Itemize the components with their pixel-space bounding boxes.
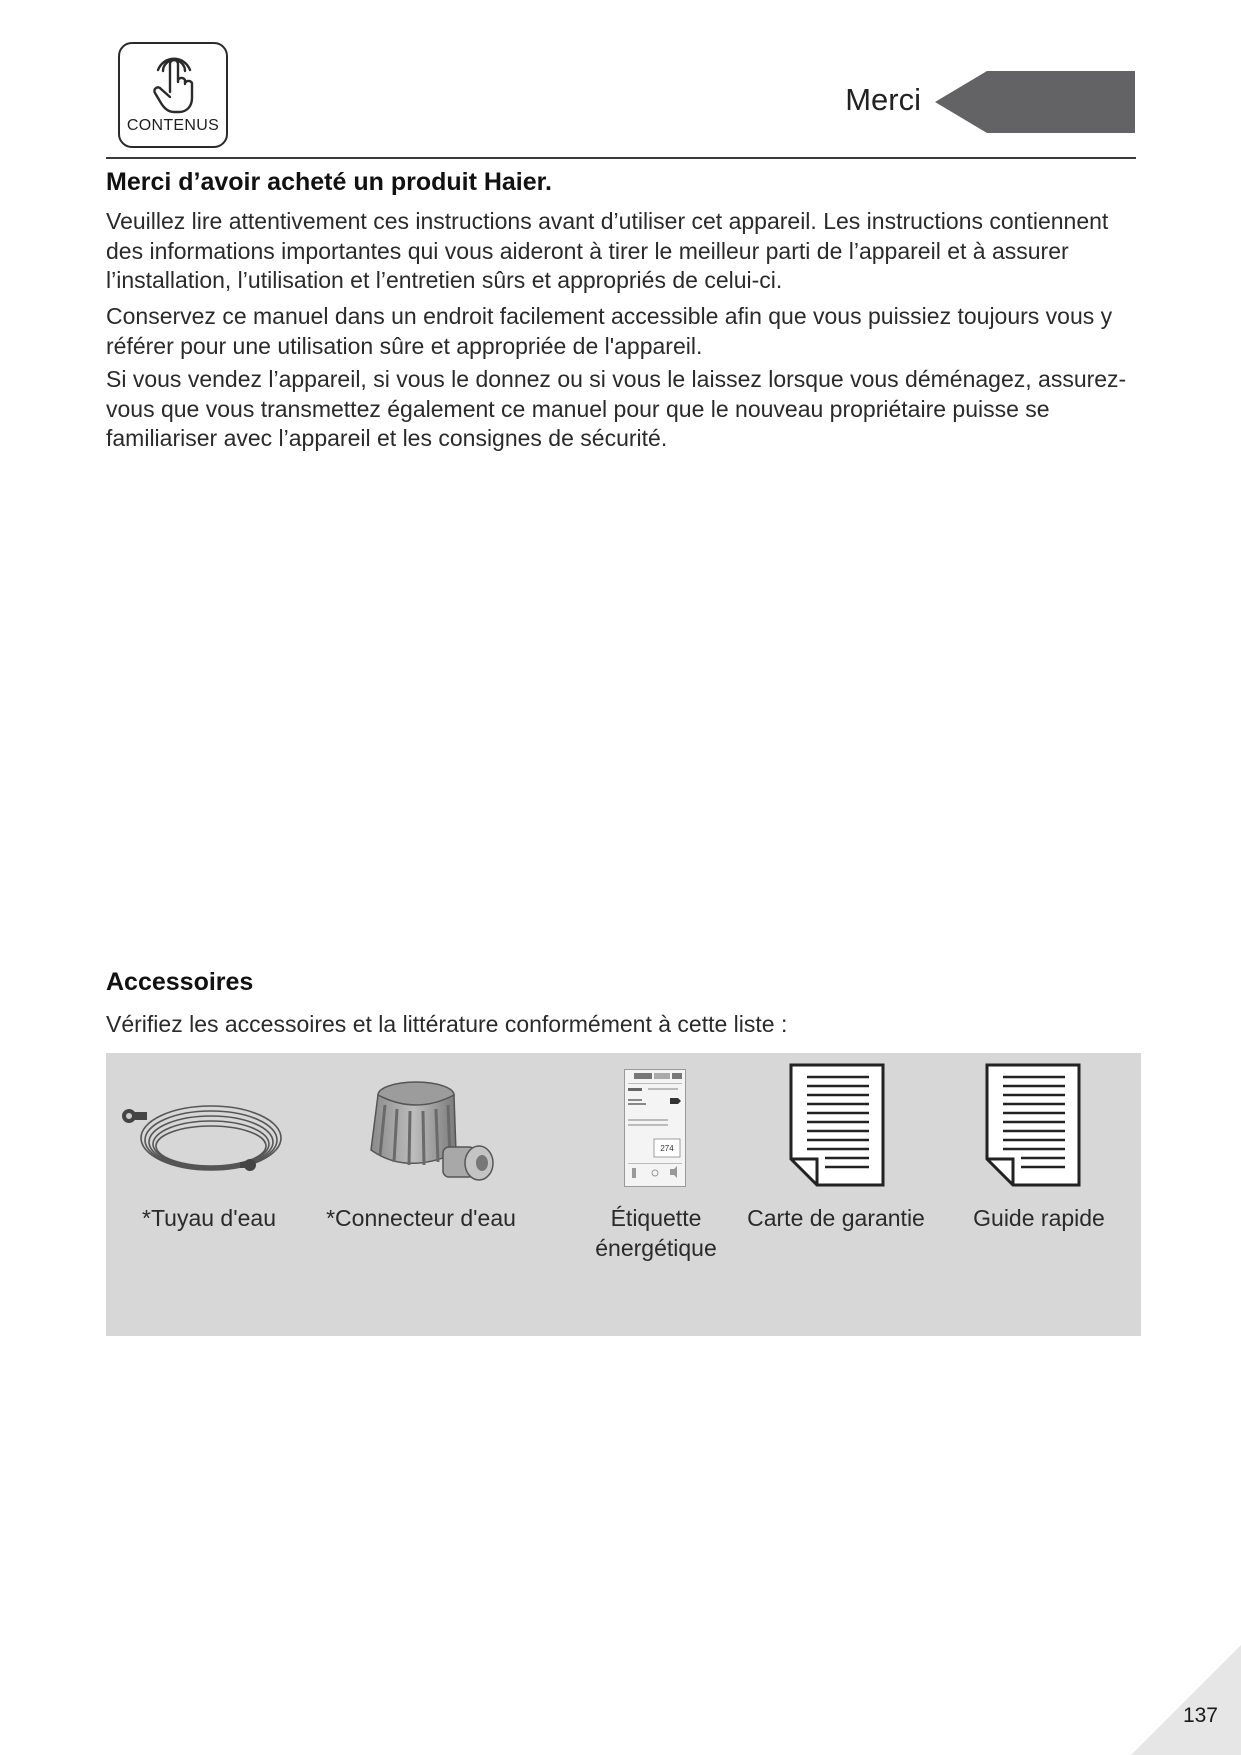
- accessories-heading: Accessoires: [106, 968, 254, 996]
- energy-label-icon: [624, 1069, 686, 1187]
- accessory-water-connector: [306, 1053, 536, 1336]
- accessory-label-quick-guide: Guide rapide: [973, 1205, 1105, 1231]
- accessory-label-energy-label: Étiquette énergétique: [595, 1205, 717, 1261]
- accessory-label-water-connector: *Connecteur d'eau: [326, 1205, 516, 1231]
- page-corner-decoration: [1131, 1645, 1241, 1755]
- intro-heading: Merci d’avoir acheté un produit Haier.: [106, 168, 552, 196]
- water-connector-icon: [361, 1075, 501, 1195]
- accessory-quick-guide: [944, 1053, 1134, 1336]
- accessory-label-water-hose: *Tuyau d'eau: [142, 1205, 276, 1231]
- energy-value: 274: [660, 1144, 674, 1153]
- accessory-warranty-card: [736, 1053, 936, 1336]
- quick-guide-icon: [985, 1063, 1081, 1187]
- intro-paragraph-3: Si vous vendez l’appareil, si vous le donnez ou si vous le laissez lorsque vous déménagez, assurez-vous que vous transmettez également ce manuel pour que le nouveau propriétaire puisse se familiariser avec l’appareil et les consignes de sécurité.: [106, 366, 1127, 451]
- warranty-card-icon: [789, 1063, 885, 1187]
- page-number: 137: [1182, 1704, 1218, 1727]
- contents-button[interactable]: [118, 42, 228, 148]
- accessory-label-warranty-card: Carte de garantie: [747, 1205, 925, 1231]
- accessories-panel: [106, 1053, 1141, 1336]
- touch-hand-icon: [152, 50, 198, 116]
- accessories-intro: Vérifiez les accessoires et la littérature conformément à cette liste :: [106, 1011, 788, 1037]
- intro-paragraph-2: Conservez ce manuel dans un endroit facilement accessible afin que vous puissiez toujours vous y référer pour une utilisation sûre et appropriée de l'appareil.: [106, 303, 1113, 359]
- accessory-energy-label: [566, 1053, 746, 1336]
- water-hose-icon: [119, 1093, 289, 1183]
- section-title: Merci: [845, 82, 921, 117]
- intro-paragraph-1: Veuillez lire attentivement ces instructions avant d’utiliser cet appareil. Les instructions contiennent des informations importantes qui vous aideront à tirer le meilleur parti de l’appareil et à assurer l’installation, l’utilisation et l’entretien sûrs et appropriés de celui-ci.: [106, 208, 1109, 293]
- contents-label: CONTENUS: [126, 117, 220, 134]
- section-flag: [935, 71, 1135, 133]
- accessory-water-hose: [114, 1053, 304, 1336]
- header-divider: [106, 157, 1136, 159]
